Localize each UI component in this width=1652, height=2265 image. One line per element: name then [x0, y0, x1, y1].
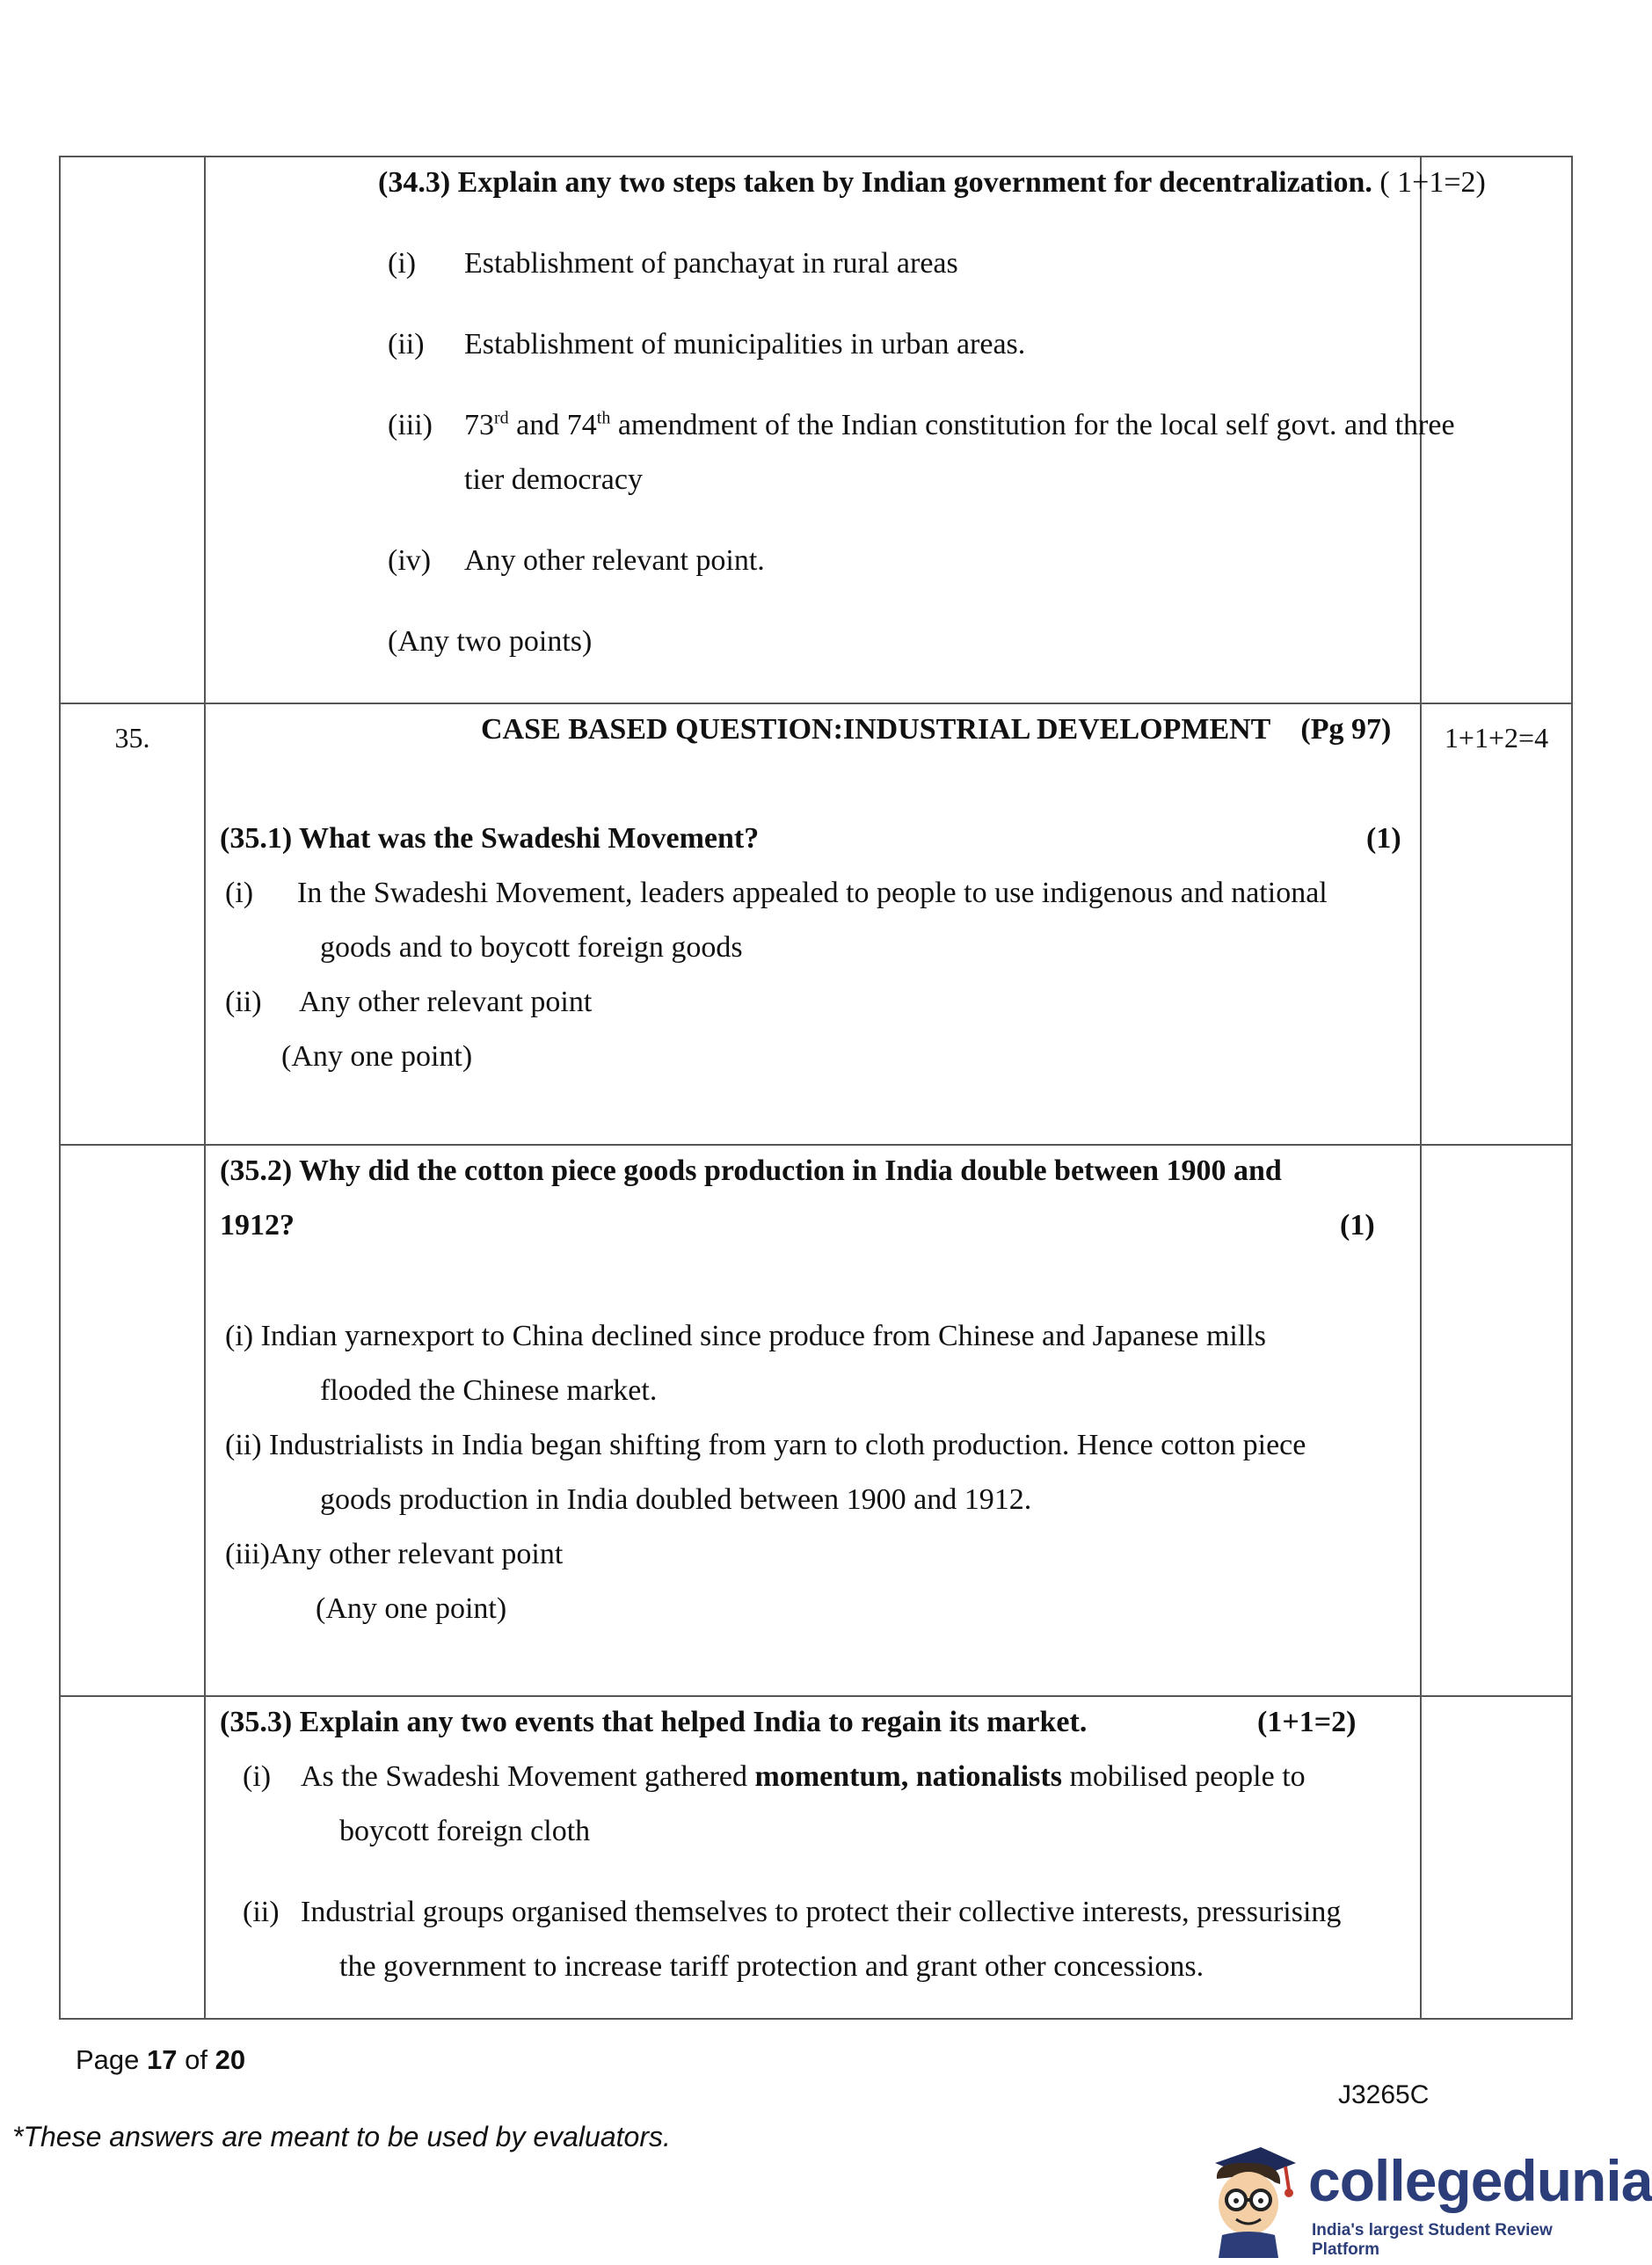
- marks-cell: [1421, 1145, 1572, 1696]
- list-item-continuation: boycott foreign cloth: [339, 1815, 591, 1847]
- question-number-cell: [60, 1145, 205, 1696]
- q34-3-heading: (34.3) Explain any two steps taken by Indian government for decentralization.: [378, 166, 1372, 199]
- answer-cell: [205, 703, 1421, 1145]
- collegedunia-logo[interactable]: [1197, 2144, 1652, 2259]
- question-number-cell: [60, 1696, 205, 2019]
- question-number-cell: [60, 157, 205, 703]
- evaluator-note: *These answers are meant to be used by evaluators.: [12, 2121, 671, 2152]
- list-item: (ii) Industrialists in India began shifting from yarn to cloth production. Hence cotton piece: [225, 1429, 1306, 1461]
- answer-cell: [205, 1696, 1421, 2019]
- list-item: (i) Indian yarnexport to China declined since produce from Chinese and Japanese mills: [225, 1320, 1266, 1352]
- logo-wordmark: collegedunia: [1308, 2148, 1652, 2213]
- q34-3-note: (Any two points): [388, 625, 593, 658]
- list-item: (iv) Any other relevant point.: [388, 544, 765, 577]
- list-item-continuation: goods production in India doubled between 1900 and 1912.: [320, 1483, 1032, 1516]
- list-item: (i) As the Swadeshi Movement gathered momentum, nationalists mobilised people to: [243, 1760, 1306, 1793]
- table-row: [60, 703, 1572, 1145]
- list-item: (i) Establishment of panchayat in rural areas: [388, 247, 958, 280]
- list-item: (ii) Industrial groups organised themselves to protect their collective interests, pressurising: [243, 1896, 1342, 1928]
- answer-cell: [205, 157, 1486, 703]
- list-item-continuation: tier democracy: [464, 463, 643, 496]
- case-question-title: CASE BASED QUESTION:INDUSTRIAL DEVELOPMENT (Pg 97): [481, 713, 1392, 746]
- list-item-continuation: the government to increase tariff protection and grant other concessions.: [339, 1950, 1204, 1983]
- list-item: (iii) 73rd and 74th amendment of the Indian constitution for the local self govt. and three: [388, 408, 1455, 441]
- list-item-continuation: goods and to boycott foreign goods: [320, 931, 743, 964]
- page-number: Page 17 of 20: [76, 2044, 246, 2075]
- marks-cell: [1421, 1696, 1572, 2019]
- table-row: [60, 157, 1572, 703]
- list-item-continuation: flooded the Chinese market.: [320, 1374, 658, 1407]
- table-row: [60, 1696, 1572, 2019]
- question-number: 35.: [60, 703, 205, 1145]
- q35-2-marks: (1): [1340, 1209, 1375, 1242]
- q35-3-heading: (35.3) Explain any two events that helped India to regain its market.: [220, 1706, 1088, 1738]
- q34-3-marks: ( 1+1=2): [1379, 166, 1486, 199]
- q35-1-heading: (35.1) What was the Swadeshi Movement?: [220, 822, 760, 855]
- answer-cell: [205, 1145, 1421, 1696]
- q35-2-heading-line1: (35.2) Why did the cotton piece goods production in India double between 1900 and: [220, 1154, 1282, 1187]
- list-item: (ii) Establishment of municipalities in urban areas.: [388, 328, 1026, 361]
- q35-1-marks: (1): [1366, 822, 1401, 855]
- total-marks: 1+1+2=4: [1421, 703, 1572, 1145]
- q35-3-marks: (1+1=2): [1257, 1706, 1357, 1738]
- answer-key-table: [59, 156, 1573, 2020]
- mascot-icon: [1197, 2144, 1303, 2258]
- q35-2-note: (Any one point): [316, 1592, 507, 1625]
- list-item: (iii)Any other relevant point: [225, 1538, 564, 1570]
- document-code: J3265C: [1338, 2080, 1430, 2109]
- list-item: (ii) Any other relevant point: [225, 986, 593, 1018]
- logo-tagline: India's largest Student Review Platform: [1312, 2221, 1553, 2259]
- list-item: (i) In the Swadeshi Movement, leaders appealed to people to use indigenous and national: [225, 877, 1328, 909]
- table-row: [60, 1145, 1572, 1696]
- q35-2-heading-line2: 1912?: [220, 1209, 295, 1242]
- q35-1-note: (Any one point): [281, 1040, 473, 1073]
